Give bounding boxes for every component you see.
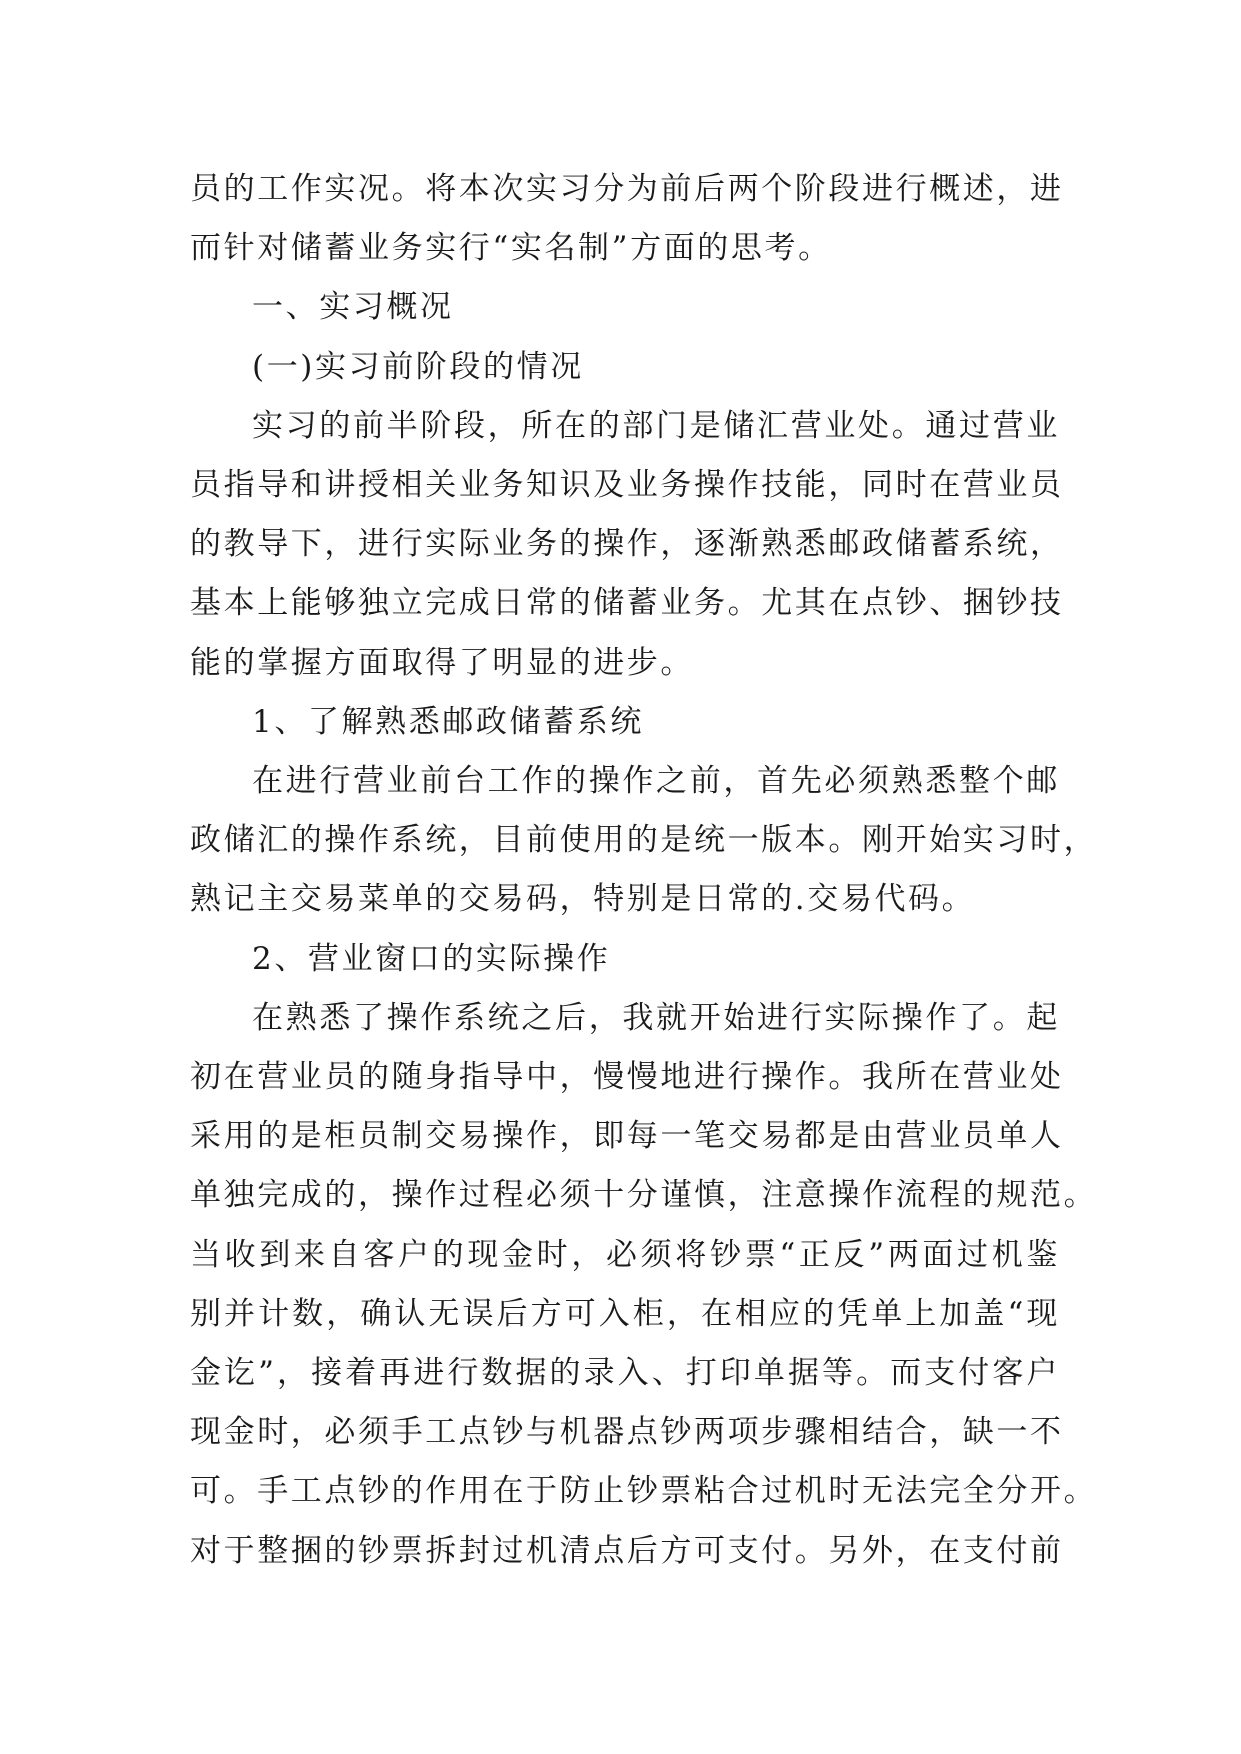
text-line: 初在营业员的随身指导中，慢慢地进行操作。我所在营业处 bbox=[190, 1059, 1064, 1096]
section-heading bbox=[190, 278, 1060, 337]
text-line: 现金时，必须手工点钞与机器点钞两项步骤相结合，缺一不 bbox=[190, 1414, 1064, 1451]
text-line: 实习的前半阶段，所在的部门是储汇营业处。通过营业 bbox=[252, 407, 1060, 444]
text-line: 员的工作实况。将本次实习分为前后两个阶段进行概述，进 bbox=[190, 171, 1064, 207]
subsection-heading bbox=[190, 338, 1060, 397]
heading-text: 一、实习概况 bbox=[252, 289, 454, 326]
heading-text: (一)实习前阶段的情况 bbox=[252, 348, 584, 385]
paragraph-operation bbox=[190, 989, 1098, 1581]
heading-text: 2、营业窗口的实际操作 bbox=[252, 940, 611, 977]
text-line: 采用的是柜员制交易操作，即每一笔交易都是由营业员单人 bbox=[190, 1118, 1064, 1155]
text-line: 对于整捆的钞票拆封过机清点后方可支付。另外，在支付前 bbox=[190, 1532, 1064, 1569]
item-heading-1 bbox=[190, 693, 1060, 752]
text-line: 而针对储蓄业务实行“实名制”方面的思考。 bbox=[190, 230, 832, 267]
text-line: 的教导下，进行实际业务的操作，逐渐熟悉邮政储蓄系统， bbox=[190, 526, 1064, 563]
text-line: 可。手工点钞的作用在于防止钞票粘合过机时无法完全分开。 bbox=[190, 1473, 1098, 1510]
text-line: 员指导和讲授相关业务知识及业务操作技能，同时在营业员 bbox=[190, 467, 1064, 504]
paragraph-intro bbox=[190, 160, 1064, 278]
text-line: 在进行营业前台工作的操作之前，首先必须熟悉整个邮 bbox=[252, 763, 1060, 800]
document-page bbox=[190, 160, 1098, 1581]
text-line: 单独完成的，操作过程必须十分谨慎，注意操作流程的规范。 bbox=[190, 1177, 1098, 1214]
text-line: 基本上能够独立完成日常的储蓄业务。尤其在点钞、捆钞技 bbox=[190, 585, 1064, 622]
text-line: 熟记主交易菜单的交易码，特别是日常的.交易代码。 bbox=[190, 881, 976, 918]
paragraph-first-phase bbox=[190, 397, 1064, 693]
text-line: 能的掌握方面取得了明显的进步。 bbox=[190, 644, 694, 681]
paragraph-system bbox=[190, 752, 1098, 930]
text-line: 在熟悉了操作系统之后，我就开始进行实际操作了。起 bbox=[252, 999, 1060, 1036]
text-line: 当收到来自客户的现金时，必须将钞票“正反”两面过机鉴 bbox=[190, 1236, 1060, 1273]
item-heading-2 bbox=[190, 930, 1060, 989]
text-line: 别并计数，确认无误后方可入柜，在相应的凭单上加盖“现 bbox=[190, 1295, 1060, 1332]
heading-text: 1、了解熟悉邮政储蓄系统 bbox=[252, 703, 644, 740]
text-line: 金讫”，接着再进行数据的录入、打印单据等。而支付客户 bbox=[190, 1355, 1060, 1392]
text-line: 政储汇的操作系统，目前使用的是统一版本。刚开始实习时， bbox=[190, 822, 1098, 859]
